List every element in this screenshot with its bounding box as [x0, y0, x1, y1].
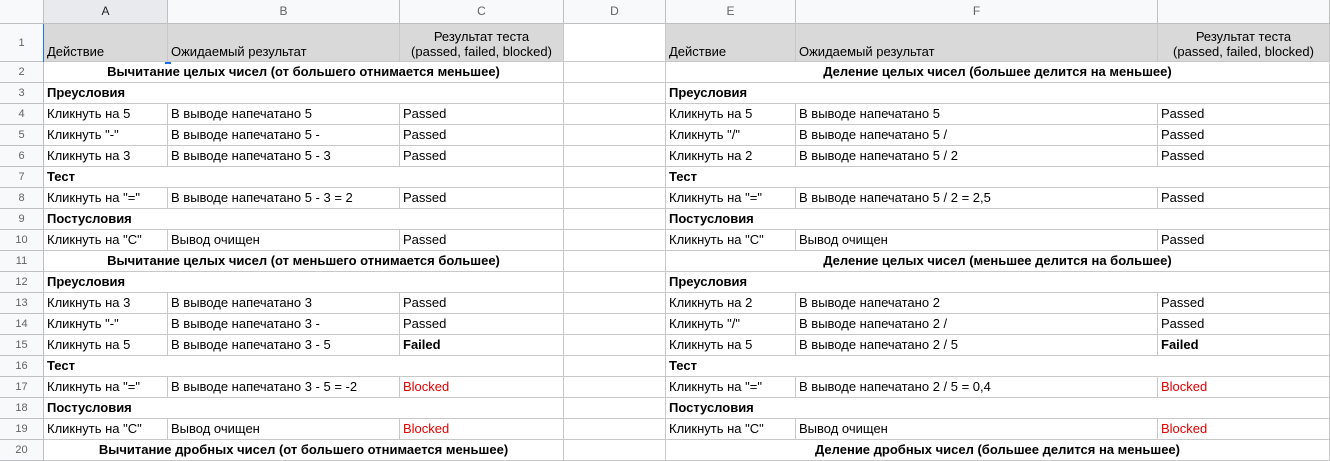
empty-cell[interactable] [564, 314, 666, 335]
test-result-cell[interactable]: Passed [1158, 188, 1330, 209]
test-result-cell[interactable]: Passed [1158, 125, 1330, 146]
expected-result-cell[interactable]: В выводе напечатано 2 / 5 = 0,4 [796, 377, 1158, 398]
expected-result-cell[interactable]: В выводе напечатано 5 [168, 104, 400, 125]
action-cell[interactable]: Кликнуть на 3 [44, 146, 168, 167]
column-header-b[interactable]: B [168, 0, 400, 24]
empty-cell[interactable] [564, 419, 666, 440]
empty-cell[interactable] [564, 188, 666, 209]
expected-result-cell[interactable]: В выводе напечатано 5 - [168, 125, 400, 146]
action-cell[interactable]: Кликнуть на "С" [666, 419, 796, 440]
expected-result-cell[interactable]: Вывод очищен [796, 419, 1158, 440]
expected-result-cell[interactable]: В выводе напечатано 5 - 3 [168, 146, 400, 167]
section-title-row[interactable]: Деление дробных чисел (большее делится на меньшее) [666, 440, 1330, 461]
action-cell[interactable]: Кликнуть на "С" [666, 230, 796, 251]
expected-result-cell[interactable]: В выводе напечатано 3 - [168, 314, 400, 335]
step-group-label[interactable]: Преусловия [44, 83, 564, 104]
empty-cell[interactable] [564, 104, 666, 125]
step-group-label[interactable]: Преусловия [666, 272, 1330, 293]
action-cell[interactable]: Кликнуть на "=" [666, 188, 796, 209]
section-title-row[interactable]: Деление целых чисел (большее делится на меньшее) [666, 62, 1330, 83]
action-cell[interactable]: Кликнуть на "=" [44, 377, 168, 398]
section-title-row[interactable]: Вычитание целых чисел (от меньшего отнимается большее) [44, 251, 564, 272]
empty-cell[interactable] [564, 335, 666, 356]
action-cell[interactable]: Кликнуть на "=" [666, 377, 796, 398]
row-header[interactable]: 3 [0, 83, 44, 104]
step-group-label[interactable]: Тест [44, 167, 564, 188]
empty-cell[interactable] [564, 24, 666, 62]
action-cell[interactable]: Кликнуть "-" [44, 314, 168, 335]
row-header[interactable]: 19 [0, 419, 44, 440]
empty-cell[interactable] [564, 125, 666, 146]
expected-result-cell[interactable]: В выводе напечатано 2 [796, 293, 1158, 314]
row-header[interactable]: 4 [0, 104, 44, 125]
test-result-cell[interactable]: Blocked [1158, 377, 1330, 398]
expected-result-cell[interactable]: В выводе напечатано 5 - 3 = 2 [168, 188, 400, 209]
header-test-result: Результат теста (passed, failed, blocked) [1158, 24, 1330, 62]
action-cell[interactable]: Кликнуть "-" [44, 125, 168, 146]
expected-result-cell[interactable]: В выводе напечатано 3 [168, 293, 400, 314]
empty-cell[interactable] [564, 293, 666, 314]
column-header-a[interactable]: A [44, 0, 168, 24]
test-result-cell[interactable]: Passed [400, 230, 564, 251]
row-header[interactable]: 6 [0, 146, 44, 167]
empty-cell[interactable] [564, 230, 666, 251]
test-result-cell[interactable]: Passed [1158, 230, 1330, 251]
header-test-result: Результат теста (passed, failed, blocked) [400, 24, 564, 62]
test-result-cell[interactable]: Passed [400, 293, 564, 314]
row-header[interactable]: 16 [0, 356, 44, 377]
section-title-row[interactable]: Вычитание целых чисел (от большего отнимается меньшее) [44, 62, 564, 83]
expected-result-cell[interactable]: В выводе напечатано 2 / 5 [796, 335, 1158, 356]
step-group-label[interactable]: Постусловия [666, 209, 1330, 230]
column-header-d[interactable]: D [564, 0, 666, 24]
empty-cell[interactable] [564, 146, 666, 167]
test-result-cell[interactable]: Passed [400, 125, 564, 146]
step-group-label[interactable]: Постусловия [666, 398, 1330, 419]
action-cell[interactable]: Кликнуть на 5 [44, 104, 168, 125]
step-group-label[interactable]: Тест [44, 356, 564, 377]
empty-cell[interactable] [564, 167, 666, 188]
row-header[interactable]: 7 [0, 167, 44, 188]
test-result-cell[interactable]: Blocked [1158, 419, 1330, 440]
step-group-label[interactable]: Тест [666, 167, 1330, 188]
empty-cell[interactable] [564, 440, 666, 461]
header-action: Действие [44, 24, 168, 62]
action-cell[interactable]: Кликнуть на 5 [666, 335, 796, 356]
expected-result-cell[interactable]: В выводе напечатано 5 [796, 104, 1158, 125]
test-result-cell[interactable]: Passed [1158, 293, 1330, 314]
action-cell[interactable]: Кликнуть на 5 [666, 104, 796, 125]
row-header[interactable]: 10 [0, 230, 44, 251]
row-header[interactable]: 17 [0, 377, 44, 398]
test-result-cell[interactable]: Blocked [400, 377, 564, 398]
empty-cell[interactable] [564, 209, 666, 230]
column-header-f[interactable]: F [796, 0, 1158, 24]
action-cell[interactable]: Кликнуть на 5 [44, 335, 168, 356]
test-result-cell[interactable]: Passed [1158, 314, 1330, 335]
expected-result-cell[interactable]: В выводе напечатано 5 / 2 = 2,5 [796, 188, 1158, 209]
action-cell[interactable]: Кликнуть на "=" [44, 188, 168, 209]
empty-cell[interactable] [564, 272, 666, 293]
empty-cell[interactable] [564, 251, 666, 272]
empty-cell[interactable] [564, 62, 666, 83]
expected-result-cell[interactable]: В выводе напечатано 2 / [796, 314, 1158, 335]
row-header[interactable]: 13 [0, 293, 44, 314]
test-result-cell[interactable]: Passed [400, 146, 564, 167]
select-all-corner[interactable] [0, 0, 44, 24]
test-result-cell[interactable]: Passed [1158, 104, 1330, 125]
column-header-c[interactable]: C [400, 0, 564, 24]
row-header[interactable]: 1 [0, 24, 44, 62]
expected-result-cell[interactable]: В выводе напечатано 3 - 5 = -2 [168, 377, 400, 398]
expected-result-cell[interactable]: Вывод очищен [796, 230, 1158, 251]
header-action: Действие [666, 24, 796, 62]
row-header[interactable]: 14 [0, 314, 44, 335]
empty-cell[interactable] [564, 398, 666, 419]
empty-cell[interactable] [564, 377, 666, 398]
section-title-row[interactable]: Деление целых чисел (меньшее делится на большее) [666, 251, 1330, 272]
row-header[interactable]: 8 [0, 188, 44, 209]
row-header[interactable]: 11 [0, 251, 44, 272]
action-cell[interactable]: Кликнуть на 2 [666, 293, 796, 314]
action-cell[interactable]: Кликнуть на 2 [666, 146, 796, 167]
action-cell[interactable]: Кликнуть "/" [666, 314, 796, 335]
empty-cell[interactable] [564, 356, 666, 377]
section-title-row[interactable]: Вычитание дробных чисел (от большего отнимается меньшее) [44, 440, 564, 461]
column-header-e[interactable]: E [666, 0, 796, 24]
expected-result-cell[interactable]: Вывод очищен [168, 419, 400, 440]
action-cell[interactable]: Кликнуть "/" [666, 125, 796, 146]
empty-cell[interactable] [564, 83, 666, 104]
row-header[interactable]: 15 [0, 335, 44, 356]
expected-result-cell[interactable]: В выводе напечатано 5 / [796, 125, 1158, 146]
action-cell[interactable]: Кликнуть на 3 [44, 293, 168, 314]
row-header[interactable]: 20 [0, 440, 44, 461]
header-expected-result: Ожидаемый результат [168, 24, 400, 62]
test-result-cell[interactable]: Passed [400, 188, 564, 209]
test-result-cell[interactable]: Passed [400, 104, 564, 125]
action-cell[interactable]: Кликнуть на "С" [44, 230, 168, 251]
row-header[interactable]: 9 [0, 209, 44, 230]
step-group-label[interactable]: Преусловия [44, 272, 564, 293]
expected-result-cell[interactable]: В выводе напечатано 5 / 2 [796, 146, 1158, 167]
step-group-label[interactable]: Постусловия [44, 209, 564, 230]
expected-result-cell[interactable]: В выводе напечатано 3 - 5 [168, 335, 400, 356]
expected-result-cell[interactable]: Вывод очищен [168, 230, 400, 251]
test-result-cell[interactable]: Passed [400, 314, 564, 335]
test-result-cell[interactable]: Failed [1158, 335, 1330, 356]
step-group-label[interactable]: Постусловия [44, 398, 564, 419]
test-result-cell[interactable]: Blocked [400, 419, 564, 440]
row-header[interactable]: 12 [0, 272, 44, 293]
action-cell[interactable]: Кликнуть на "С" [44, 419, 168, 440]
header-expected-result: Ожидаемый результат [796, 24, 1158, 62]
step-group-label[interactable]: Преусловия [666, 83, 1330, 104]
step-group-label[interactable]: Тест [666, 356, 1330, 377]
row-header[interactable]: 5 [0, 125, 44, 146]
column-header[interactable] [1158, 0, 1330, 24]
row-header[interactable]: 2 [0, 62, 44, 83]
row-header[interactable]: 18 [0, 398, 44, 419]
test-result-cell[interactable]: Failed [400, 335, 564, 356]
test-result-cell[interactable]: Passed [1158, 146, 1330, 167]
